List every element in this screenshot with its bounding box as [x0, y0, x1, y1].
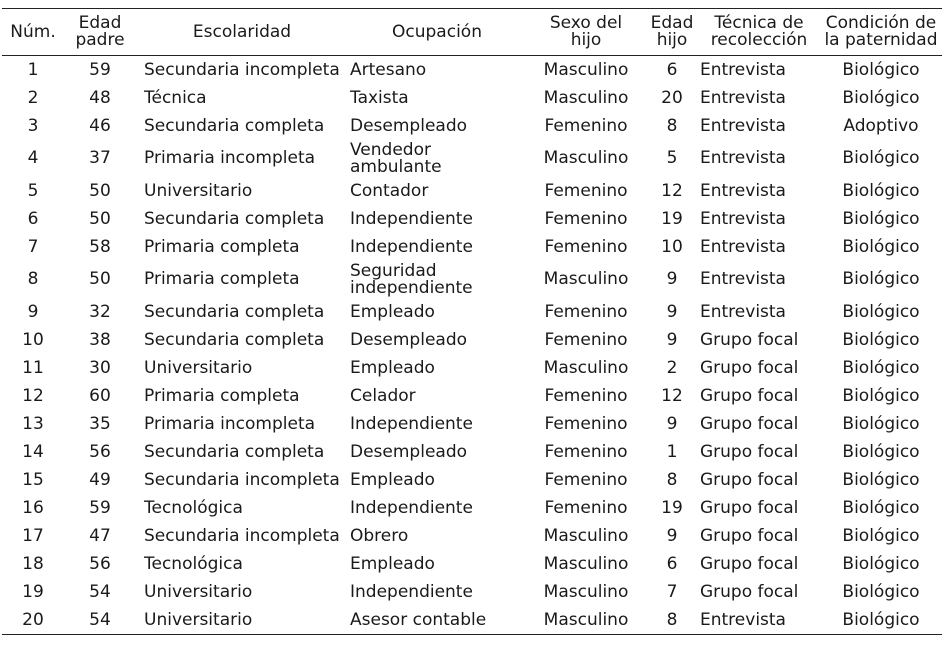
cell-edad-hijo: 9 — [666, 413, 678, 434]
cell-escolaridad: Secundaria completa — [144, 115, 325, 136]
cell-edad-padre: 50 — [89, 180, 111, 201]
cell-edad-padre: 54 — [89, 609, 111, 630]
cell-text: Independiente — [350, 236, 473, 257]
cell-condicion: Biológico — [842, 525, 920, 546]
cell-text: Independiente — [350, 413, 473, 434]
cell-condicion: Biológico — [842, 385, 920, 406]
cell-text: Desempleado — [350, 329, 468, 350]
cell-num: 9 — [27, 301, 39, 322]
table-row — [2, 261, 942, 298]
cell-escolaridad: Universitario — [144, 609, 253, 630]
cell-edad-hijo: 8 — [666, 609, 678, 630]
cell-condicion: Biológico — [842, 208, 920, 229]
cell-condicion: Biológico — [842, 497, 920, 518]
cell-escolaridad: Secundaria incompleta — [144, 525, 340, 546]
cell-sexo-hijo: Masculino — [543, 609, 629, 630]
cell-sexo-hijo: Masculino — [543, 59, 629, 80]
cell-edad-hijo: 9 — [666, 301, 678, 322]
table-row — [2, 494, 942, 522]
cell-tecnica: Entrevista — [700, 236, 786, 257]
cell-escolaridad: Primaria completa — [144, 236, 300, 257]
cell-edad-padre: 50 — [89, 269, 111, 289]
cell-condicion: Biológico — [842, 609, 920, 630]
cell-text: Seguridad — [350, 260, 437, 281]
cell-escolaridad: Tecnológica — [144, 497, 243, 518]
cell-condicion: Biológico — [842, 413, 920, 434]
table-row — [2, 233, 942, 261]
cell-condicion: Biológico — [842, 553, 920, 574]
header-sexo-hijo — [526, 9, 646, 56]
cell-sexo-hijo: Femenino — [544, 469, 628, 490]
cell-escolaridad: Secundaria incompleta — [144, 469, 340, 490]
header-text: Técnica de — [714, 13, 804, 33]
cell-ocupacion — [348, 494, 526, 522]
cell-edad-padre: 58 — [89, 236, 111, 257]
table-row — [2, 410, 942, 438]
cell-text: Artesano — [350, 59, 427, 80]
cell-condicion: Biológico — [842, 236, 920, 257]
data-table — [2, 8, 942, 635]
header-ocupacion — [348, 9, 526, 56]
cell-ocupacion — [348, 56, 526, 85]
cell-sexo-hijo: Femenino — [544, 385, 628, 406]
cell-num: 12 — [22, 385, 44, 406]
table-row — [2, 382, 942, 410]
cell-edad-padre: 37 — [89, 148, 111, 168]
cell-tecnica: Entrevista — [700, 180, 786, 201]
cell-escolaridad: Secundaria completa — [144, 301, 325, 322]
header-text: Escolaridad — [192, 21, 292, 42]
header-text: Edad — [78, 13, 122, 33]
cell-text: independiente — [350, 277, 473, 298]
cell-tecnica: Entrevista — [700, 87, 786, 108]
table-row — [2, 578, 942, 606]
cell-condicion: Biológico — [842, 59, 920, 80]
cell-tecnica: Grupo focal — [700, 525, 799, 546]
cell-sexo-hijo: Masculino — [543, 553, 629, 574]
table-row — [2, 606, 942, 635]
cell-text: Taxista — [350, 87, 409, 108]
cell-edad-hijo: 19 — [661, 497, 683, 518]
header-row — [2, 9, 942, 56]
cell-escolaridad: Primaria completa — [144, 385, 300, 406]
cell-sexo-hijo: Masculino — [543, 525, 629, 546]
cell-text: Obrero — [350, 525, 409, 546]
cell-num: 4 — [27, 148, 39, 168]
cell-edad-padre: 59 — [89, 59, 111, 80]
cell-text: Desempleado — [350, 115, 468, 136]
cell-num: 15 — [22, 469, 44, 490]
cell-edad-padre: 49 — [89, 469, 111, 490]
cell-num: 2 — [27, 87, 39, 108]
cell-edad-hijo: 10 — [661, 236, 683, 257]
cell-escolaridad: Secundaria completa — [144, 441, 325, 462]
cell-edad-hijo: 12 — [661, 180, 683, 201]
cell-num: 3 — [27, 115, 39, 136]
cell-num: 13 — [22, 413, 44, 434]
cell-condicion: Adoptivo — [843, 115, 919, 136]
cell-edad-padre: 50 — [89, 208, 111, 229]
cell-edad-padre: 35 — [89, 413, 111, 434]
cell-ocupacion — [348, 382, 526, 410]
cell-text: Vendedor — [350, 139, 431, 160]
table-row — [2, 140, 942, 177]
table-body — [2, 56, 942, 635]
cell-text: Empleado — [350, 357, 435, 378]
cell-num: 16 — [22, 497, 44, 518]
cell-num: 19 — [22, 581, 44, 602]
cell-sexo-hijo: Femenino — [544, 208, 628, 229]
cell-escolaridad: Universitario — [144, 581, 253, 602]
cell-tecnica: Entrevista — [700, 115, 786, 136]
cell-ocupacion — [348, 205, 526, 233]
cell-ocupacion — [348, 522, 526, 550]
cell-tecnica: Grupo focal — [700, 581, 799, 602]
cell-num: 14 — [22, 441, 44, 462]
cell-edad-padre: 46 — [89, 115, 111, 136]
header-text: recolección — [710, 30, 808, 50]
header-text: la paternidad — [824, 30, 938, 50]
cell-edad-padre: 47 — [89, 525, 111, 546]
cell-edad-padre: 60 — [89, 385, 111, 406]
cell-edad-hijo: 1 — [666, 441, 678, 462]
cell-condicion: Biológico — [842, 441, 920, 462]
cell-edad-hijo: 5 — [666, 148, 678, 168]
cell-sexo-hijo: Masculino — [543, 148, 629, 168]
cell-ocupacion — [348, 606, 526, 635]
cell-condicion: Biológico — [842, 469, 920, 490]
cell-ocupacion — [348, 112, 526, 140]
cell-tecnica: Entrevista — [700, 269, 786, 289]
table-row — [2, 354, 942, 382]
header-num — [2, 9, 64, 56]
cell-sexo-hijo: Masculino — [543, 357, 629, 378]
cell-text: Desempleado — [350, 441, 468, 462]
cell-text: Independiente — [350, 581, 473, 602]
cell-ocupacion — [348, 140, 526, 177]
cell-escolaridad: Primaria completa — [144, 269, 300, 289]
cell-escolaridad: Tecnológica — [144, 553, 243, 574]
header-text: Sexo del — [549, 13, 623, 33]
cell-tecnica: Grupo focal — [700, 385, 799, 406]
cell-ocupacion — [348, 177, 526, 205]
cell-edad-padre: 48 — [89, 87, 111, 108]
cell-text: Asesor contable — [350, 609, 487, 630]
header-condicion — [820, 9, 942, 56]
cell-sexo-hijo: Femenino — [544, 413, 628, 434]
cell-ocupacion — [348, 298, 526, 326]
cell-sexo-hijo: Femenino — [544, 497, 628, 518]
cell-num: 1 — [27, 59, 39, 80]
cell-sexo-hijo: Femenino — [544, 115, 628, 136]
cell-escolaridad: Primaria incompleta — [144, 413, 316, 434]
cell-tecnica: Entrevista — [700, 301, 786, 322]
cell-edad-hijo: 9 — [666, 269, 678, 289]
cell-tecnica: Grupo focal — [700, 553, 799, 574]
cell-edad-hijo: 8 — [666, 469, 678, 490]
cell-num: 18 — [22, 553, 44, 574]
cell-condicion: Biológico — [842, 301, 920, 322]
cell-sexo-hijo: Femenino — [544, 301, 628, 322]
header-escolaridad — [136, 9, 348, 56]
cell-edad-padre: 56 — [89, 441, 111, 462]
cell-tecnica: Entrevista — [700, 609, 786, 630]
cell-num: 20 — [22, 609, 44, 630]
cell-num: 7 — [27, 236, 39, 257]
cell-edad-padre: 56 — [89, 553, 111, 574]
cell-edad-hijo: 19 — [661, 208, 683, 229]
cell-condicion: Biológico — [842, 180, 920, 201]
cell-tecnica: Grupo focal — [700, 329, 799, 350]
cell-text: Empleado — [350, 469, 435, 490]
cell-ocupacion — [348, 578, 526, 606]
cell-ocupacion — [348, 261, 526, 298]
cell-ocupacion — [348, 466, 526, 494]
cell-edad-hijo: 20 — [661, 87, 683, 108]
header-text: Condición de — [825, 13, 937, 33]
cell-tecnica: Grupo focal — [700, 441, 799, 462]
header-edad-padre — [64, 9, 136, 56]
cell-sexo-hijo: Masculino — [543, 581, 629, 602]
cell-condicion: Biológico — [842, 357, 920, 378]
cell-condicion: Biológico — [842, 581, 920, 602]
cell-num: 8 — [27, 269, 39, 289]
header-text: hijo — [656, 30, 688, 50]
cell-text: Contador — [350, 180, 429, 201]
cell-edad-hijo: 9 — [666, 329, 678, 350]
cell-ocupacion — [348, 84, 526, 112]
cell-condicion: Biológico — [842, 329, 920, 350]
table-row — [2, 56, 942, 85]
cell-num: 11 — [22, 357, 44, 378]
cell-ocupacion — [348, 410, 526, 438]
table-row — [2, 326, 942, 354]
cell-edad-padre: 32 — [89, 301, 111, 322]
cell-escolaridad: Universitario — [144, 357, 253, 378]
cell-text: Empleado — [350, 553, 435, 574]
cell-edad-padre: 54 — [89, 581, 111, 602]
cell-escolaridad: Primaria incompleta — [144, 148, 316, 168]
cell-tecnica: Grupo focal — [700, 497, 799, 518]
header-text: Edad — [650, 13, 694, 33]
header-text: padre — [75, 30, 125, 50]
table-row — [2, 522, 942, 550]
header-tecnica — [698, 9, 820, 56]
cell-condicion: Biológico — [842, 148, 920, 168]
cell-tecnica: Grupo focal — [700, 469, 799, 490]
cell-num: 17 — [22, 525, 44, 546]
cell-text: Independiente — [350, 497, 473, 518]
cell-edad-hijo: 8 — [666, 115, 678, 136]
cell-edad-hijo: 6 — [666, 59, 678, 80]
cell-sexo-hijo: Masculino — [543, 269, 629, 289]
cell-num: 10 — [22, 329, 44, 350]
cell-condicion: Biológico — [842, 87, 920, 108]
cell-text: Independiente — [350, 208, 473, 229]
table-row — [2, 84, 942, 112]
cell-sexo-hijo: Femenino — [544, 329, 628, 350]
cell-edad-hijo: 12 — [661, 385, 683, 406]
cell-escolaridad: Secundaria incompleta — [144, 59, 340, 80]
cell-text: ambulante — [350, 156, 442, 177]
cell-tecnica: Grupo focal — [700, 357, 799, 378]
cell-sexo-hijo: Masculino — [543, 87, 629, 108]
cell-sexo-hijo: Femenino — [544, 236, 628, 257]
cell-num: 6 — [27, 208, 39, 229]
cell-sexo-hijo: Femenino — [544, 180, 628, 201]
table-row — [2, 438, 942, 466]
cell-ocupacion — [348, 233, 526, 261]
cell-tecnica: Entrevista — [700, 59, 786, 80]
cell-text: Celador — [350, 385, 416, 406]
cell-text: Empleado — [350, 301, 435, 322]
table-row — [2, 205, 942, 233]
cell-edad-hijo: 9 — [666, 525, 678, 546]
header-text: hijo — [570, 30, 602, 50]
cell-escolaridad: Secundaria completa — [144, 208, 325, 229]
cell-edad-padre: 59 — [89, 497, 111, 518]
table-row — [2, 298, 942, 326]
table-row — [2, 466, 942, 494]
cell-num: 5 — [27, 180, 39, 201]
cell-escolaridad: Universitario — [144, 180, 253, 201]
cell-escolaridad: Secundaria completa — [144, 329, 325, 350]
header-text: Ocupación — [392, 21, 482, 42]
cell-ocupacion — [348, 326, 526, 354]
cell-ocupacion — [348, 354, 526, 382]
cell-sexo-hijo: Femenino — [544, 441, 628, 462]
cell-edad-padre: 38 — [89, 329, 111, 350]
cell-tecnica: Entrevista — [700, 208, 786, 229]
cell-ocupacion — [348, 550, 526, 578]
cell-edad-padre: 30 — [89, 357, 111, 378]
cell-edad-hijo: 6 — [666, 553, 678, 574]
cell-escolaridad: Técnica — [144, 87, 207, 108]
table-row — [2, 550, 942, 578]
cell-edad-hijo: 2 — [666, 357, 678, 378]
table-row — [2, 177, 942, 205]
table-header — [2, 9, 942, 56]
cell-ocupacion — [348, 438, 526, 466]
header-edad-hijo — [646, 9, 698, 56]
cell-edad-hijo: 7 — [666, 581, 678, 602]
cell-tecnica: Grupo focal — [700, 413, 799, 434]
cell-condicion: Biológico — [842, 269, 920, 289]
table-row — [2, 112, 942, 140]
cell-tecnica: Entrevista — [700, 148, 786, 168]
header-text: Núm. — [10, 21, 56, 42]
